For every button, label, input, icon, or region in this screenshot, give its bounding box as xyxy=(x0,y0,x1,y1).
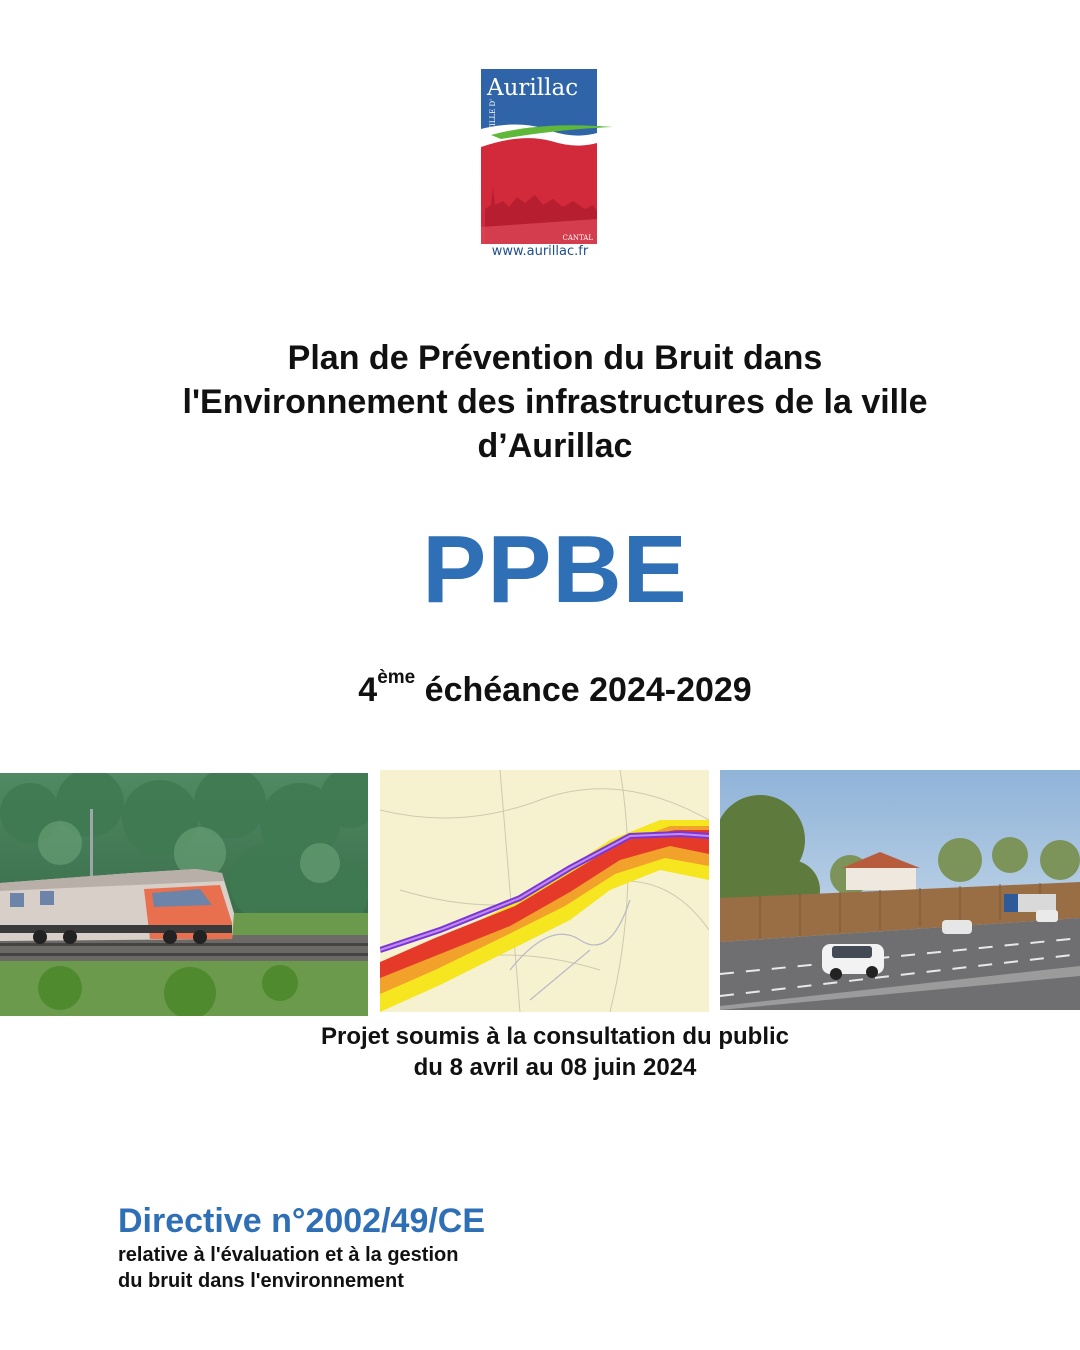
directive-line-2: du bruit dans l'environnement xyxy=(118,1270,404,1292)
svg-text:VILLE D': VILLE D' xyxy=(489,99,497,131)
document-title xyxy=(60,336,1050,468)
echeance-suffix: ème xyxy=(377,666,416,688)
echeance-number: 4 xyxy=(358,671,378,709)
train-photo xyxy=(0,773,368,1016)
noise-map xyxy=(380,770,709,1012)
logo-url[interactable]: www.aurillac.fr xyxy=(491,244,589,259)
echeance-text: échéance 2024-2029 xyxy=(415,671,752,709)
title-line-2: l'Environnement des infrastructures de la ville xyxy=(182,383,928,421)
title-line-3: d’Aurillac xyxy=(477,427,633,465)
svg-text:CANTAL: CANTAL xyxy=(562,234,593,242)
title-line-1: Plan de Prévention du Bruit dans xyxy=(287,339,823,377)
consultation-line-2: du 8 avril au 08 juin 2024 xyxy=(413,1054,697,1081)
directive-title: Directive n°2002/49/CE xyxy=(118,1202,486,1240)
directive-line-1: relative à l'évaluation et à la gestion xyxy=(118,1244,459,1266)
highway-photo xyxy=(720,770,1080,1010)
consultation-notice xyxy=(0,1021,1080,1083)
svg-text:Aurillac: Aurillac xyxy=(487,75,579,101)
directive-description xyxy=(118,1242,818,1294)
echeance-heading xyxy=(0,668,1080,712)
consultation-line-1: Projet soumis à la consultation du public xyxy=(320,1023,790,1050)
logo-graphic xyxy=(481,69,615,265)
aurillac-logo xyxy=(481,69,615,265)
acronym-heading: PPBE xyxy=(422,516,688,623)
